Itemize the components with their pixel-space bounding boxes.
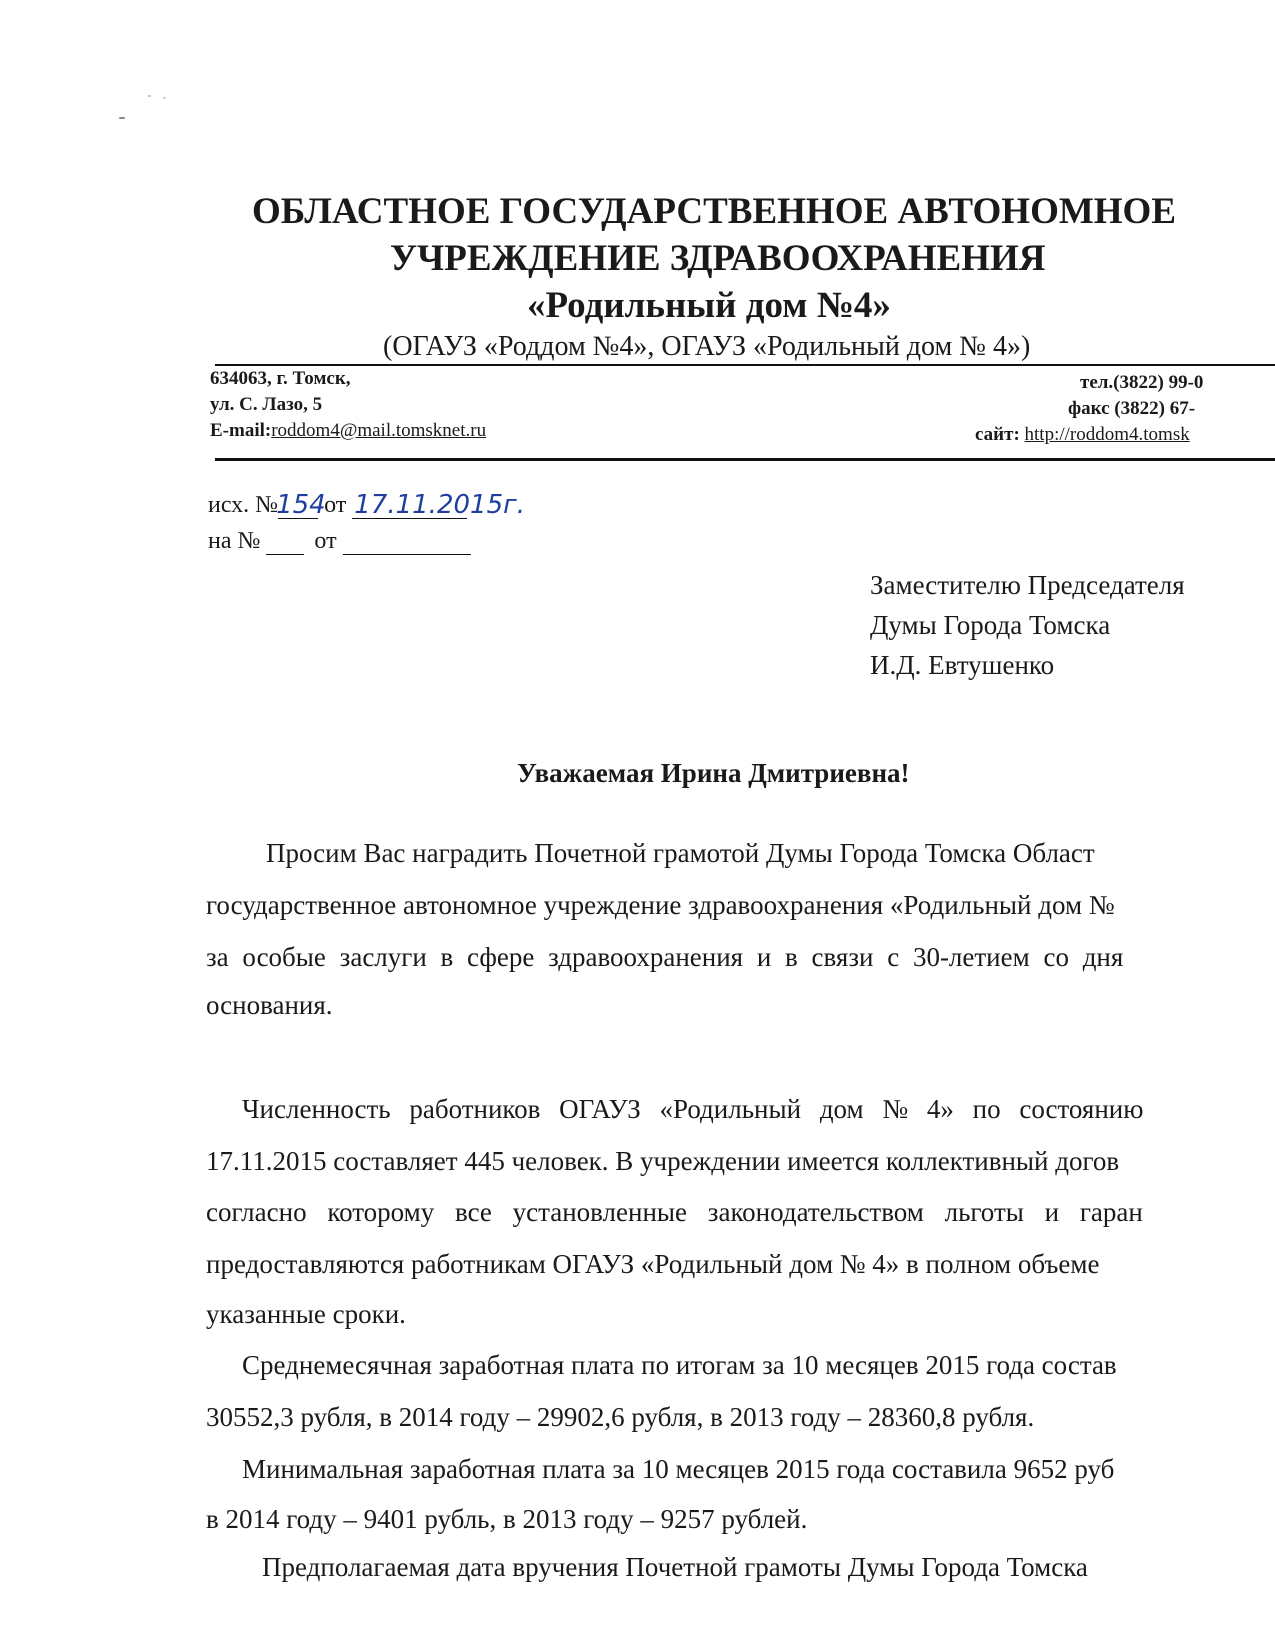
scan-speck (148, 95, 151, 97)
outgoing-date-handwritten: 17.11.2015г. (354, 490, 526, 520)
email-label: E-mail: (210, 420, 272, 441)
outgoing-date-blank (352, 490, 526, 520)
body-p1-line: государственное автономное учреждение здравоохранения «Родильный дом № (206, 890, 1115, 920)
letterhead-title-line3: «Родильный дом №4» (527, 285, 891, 326)
street-address: ул. С. Лазо, 5 (210, 394, 323, 415)
outgoing-number-handwritten: 154 (276, 490, 326, 520)
outgoing-number-label: исх. № (208, 492, 279, 518)
outgoing-reference (208, 490, 526, 520)
letterhead-title-line2: УЧРЕЖДЕНИЕ ЗДРАВООХРАНЕНИЯ (390, 238, 1046, 279)
website-line (940, 422, 1275, 448)
letterhead-title-line1: ОБЛАСТНОЕ ГОСУДАРСТВЕННОЕ АВТОНОМНОЕ (252, 191, 1177, 232)
contact-block-left (210, 366, 486, 444)
addressee-block (870, 565, 1185, 685)
body-p3-line: 30552,3 рубля, в 2014 году – 29902,6 рубля, в 2013 году – 28360,8 рубля. (206, 1402, 1035, 1432)
body-p2-line: согласно которому все установленные законодательством льготы и гаран (206, 1197, 1143, 1227)
body-p2-line: предоставляются работникам ОГАУЗ «Родильный дом № 4» в полном объеме (206, 1249, 1100, 1279)
website-label: сайт: (975, 424, 1025, 445)
body-paragraph-5-partial: Предполагаемая дата вручения Почетной грамоты Думы Города Томска (262, 1552, 1088, 1582)
scan-speck (163, 97, 166, 99)
salutation: Уважаемая Ирина Дмитриевна! (517, 758, 910, 788)
body-p2-line: 17.11.2015 составляет 445 человек. В учреждении имеется коллективный догов (206, 1146, 1120, 1176)
body-p1-line: за особые заслуги в сфере здравоохранения и в связи с 30-летием со дня (206, 942, 1124, 972)
body-p1-line: основания. (206, 990, 333, 1020)
body-p3-line: Среднемесячная заработная плата по итогам за 10 месяцев 2015 года состав (242, 1350, 1117, 1380)
email-line (210, 418, 486, 444)
fax-number: факс (3822) 67- (1068, 398, 1196, 419)
phone-number: тел.(3822) 99-0 (1080, 372, 1204, 393)
letterhead-short-names: (ОГАУЗ «Роддом №4», ОГАУЗ «Родильный дом № 4») (383, 331, 1031, 362)
incoming-number-blank (266, 532, 304, 555)
body-p4-line: в 2014 году – 9401 рубль, в 2013 году – 9257 рублей. (206, 1504, 808, 1534)
scan-speck (119, 117, 125, 119)
body-p2-line: Численность работников ОГАУЗ «Родильный дом № 4» по состоянию (242, 1094, 1144, 1124)
addressee-line1: Заместителю Председателя (870, 570, 1185, 600)
addressee-line2: Думы Города Томска (870, 610, 1111, 640)
outgoing-number-blank (276, 490, 326, 520)
postal-address: 634063, г. Томск, (210, 368, 351, 389)
email-link[interactable]: roddom4@mail.tomsknet.ru (271, 420, 487, 441)
body-p4-line: Минимальная заработная плата за 10 месяцев 2015 года составила 9652 руб (242, 1454, 1115, 1484)
body-p2-line: указанные сроки. (206, 1299, 406, 1329)
addressee-line3: И.Д. Евтушенко (870, 650, 1055, 680)
incoming-number-label: на № (208, 528, 261, 554)
outgoing-date-label: от (324, 492, 347, 518)
incoming-date-label: от (314, 528, 337, 554)
body-p1-line: Просим Вас наградить Почетной грамотой Думы Города Томска Област (266, 838, 1095, 868)
incoming-date-blank (343, 532, 471, 555)
incoming-reference (208, 528, 471, 555)
header-divider-bottom (215, 458, 1275, 461)
website-link[interactable]: http://roddom4.tomsk (1024, 424, 1190, 445)
contact-block-right (940, 370, 1275, 448)
